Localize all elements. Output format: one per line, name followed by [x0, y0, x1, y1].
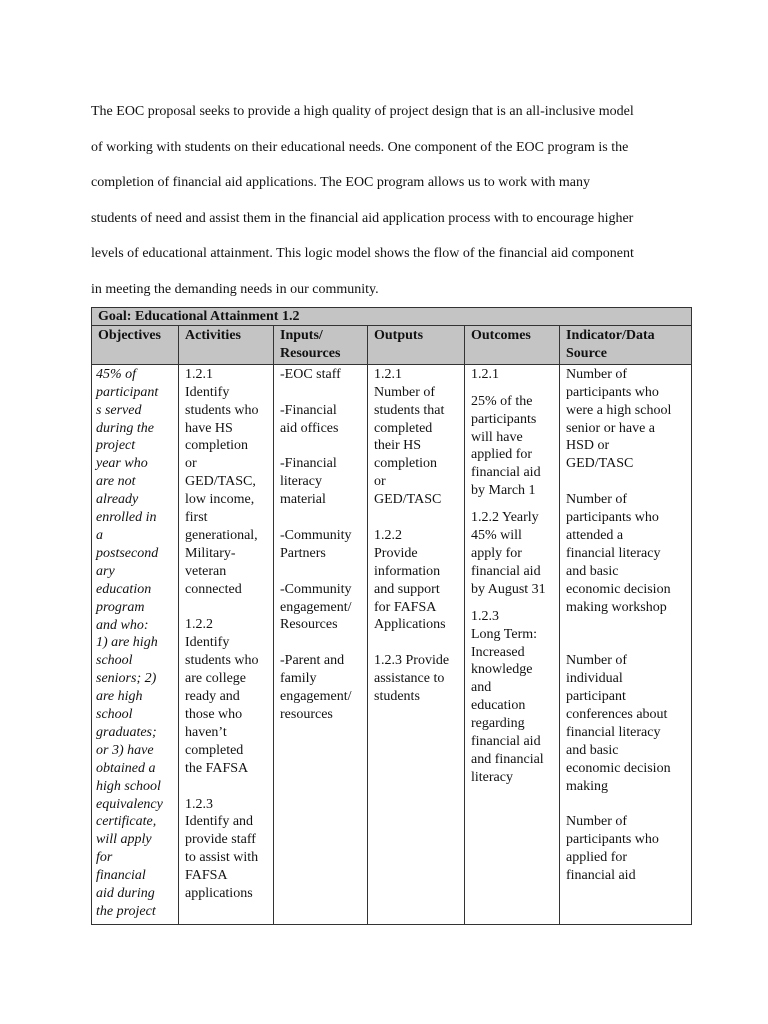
cell-text-group: [471, 366, 553, 384]
logic-model-table: [91, 307, 692, 925]
cell-line: financial aid: [471, 563, 541, 579]
cell-line: 1.2.1: [374, 366, 402, 382]
cell-line: 1.2.3 Provide: [374, 653, 450, 669]
cell-line: making: [566, 778, 608, 794]
cell-line: 1.2.3: [185, 796, 213, 812]
cell-line: or: [374, 474, 386, 490]
inputs-cell: [274, 364, 368, 924]
cell-line: were a high school: [566, 402, 672, 418]
cell-line: students that: [374, 402, 445, 418]
outcomes-cell: [465, 364, 560, 924]
cell-line: program: [96, 599, 145, 615]
cell-line: first: [185, 510, 208, 526]
cell-line: ready and: [185, 689, 240, 705]
cell-line: knowledge: [471, 662, 533, 678]
cell-line: -Financial: [280, 402, 337, 418]
cell-line: regarding: [471, 716, 525, 732]
cell-text-group: [374, 527, 458, 634]
cell-line: Number of: [566, 366, 628, 382]
cell-line: -Financial: [280, 456, 337, 472]
cell-line: year who: [96, 456, 148, 472]
cell-text-group: [280, 455, 361, 509]
cell-text-group: [374, 366, 458, 509]
cell-line: by August 31: [471, 581, 546, 597]
cell-line: project: [96, 438, 136, 454]
cell-line: completed: [185, 742, 244, 758]
cell-line: completion: [185, 438, 248, 454]
cell-line: certificate,: [96, 814, 157, 830]
cell-line: their HS: [374, 438, 422, 454]
cell-line: students who: [185, 653, 259, 669]
cell-line: financial: [96, 868, 146, 884]
cell-line: and basic: [566, 563, 619, 579]
cell-line: 1.2.1: [471, 366, 499, 382]
cell-line: participant: [566, 689, 626, 705]
cell-line: generational,: [185, 527, 258, 543]
cell-line: completed: [374, 420, 433, 436]
cell-line: Long Term:: [471, 626, 538, 642]
cell-line: will apply: [96, 832, 152, 848]
cell-line: 45% of: [96, 366, 137, 382]
column-header-inputs: [274, 326, 368, 365]
cell-line: are high: [96, 689, 143, 705]
cell-line: financial literacy: [566, 545, 661, 561]
cell-line: conferences about: [566, 706, 668, 722]
cell-text-group: [185, 796, 267, 903]
cell-line: have HS: [185, 420, 233, 436]
cell-text-group: [185, 366, 267, 599]
cell-line: 25% of the: [471, 393, 533, 409]
cell-line: 1.2.2: [374, 527, 402, 543]
cell-line: will have: [471, 429, 523, 445]
column-header-activities: Activities: [179, 326, 274, 365]
cell-line: Identify: [185, 635, 230, 651]
cell-line: financial aid: [566, 868, 636, 884]
cell-text-group: [471, 393, 553, 500]
cell-line: or 3) have: [96, 742, 154, 758]
cell-line: connected: [185, 581, 242, 597]
cell-line: 1) are high: [96, 635, 158, 651]
cell-text-group: [566, 652, 685, 795]
cell-line: applied for: [471, 447, 533, 463]
cell-line: participants who: [566, 510, 659, 526]
cell-line: veteran: [185, 563, 227, 579]
cell-line: Applications: [374, 617, 446, 633]
cell-line: GED/TASC: [566, 456, 634, 472]
intro-paragraph: [91, 94, 681, 307]
cell-line: assistance to: [374, 671, 445, 687]
cell-line: aid offices: [280, 420, 339, 436]
cell-line: -Parent and: [280, 653, 345, 669]
cell-line: Number of: [566, 653, 628, 669]
cell-line: high school: [96, 778, 161, 794]
cell-line: and: [471, 680, 492, 696]
cell-line: Number of: [374, 384, 436, 400]
cell-line: resources: [280, 706, 333, 722]
cell-line: and who:: [96, 617, 149, 633]
cell-line: and support: [374, 581, 440, 597]
cell-line: -Community: [280, 581, 352, 597]
cell-line: are college: [185, 671, 247, 687]
outputs-cell: [368, 364, 465, 924]
cell-line: the project: [96, 904, 156, 919]
cell-line: financial literacy: [566, 724, 661, 740]
column-header-outputs: Outputs: [368, 326, 465, 365]
cell-line: material: [280, 492, 326, 508]
intro-line: levels of educational attainment. This logic model shows the flow of the financial aid component: [91, 246, 634, 261]
cell-line: seniors; 2): [96, 671, 157, 687]
cell-line: literacy: [471, 769, 513, 785]
cell-line: 1.2.1: [185, 366, 213, 382]
cell-line: already: [96, 492, 139, 508]
cell-line: obtained a: [96, 760, 156, 776]
cell-line: provide staff: [185, 832, 256, 848]
cell-line: students: [374, 689, 420, 705]
cell-line: those who: [185, 707, 243, 723]
cell-line: senior or have a: [566, 420, 656, 436]
cell-line: enrolled in: [96, 510, 157, 526]
cell-line: GED/TASC,: [185, 474, 256, 490]
cell-line: Resources: [280, 617, 338, 633]
cell-line: s served: [96, 402, 142, 418]
header-line: Resources: [280, 345, 341, 361]
intro-line: of working with students on their educational needs. One component of the EOC program is the: [91, 139, 629, 155]
cell-line: applied for: [566, 850, 628, 866]
column-header-objectives: Objectives: [92, 326, 179, 365]
cell-line: ary: [96, 563, 115, 579]
cell-line: GED/TASC: [374, 492, 442, 508]
cell-line: economic decision: [566, 760, 671, 776]
cell-line: for: [96, 850, 113, 866]
cell-line: individual: [566, 671, 623, 687]
cell-line: by March 1: [471, 483, 536, 499]
cell-line: equivalency: [96, 796, 163, 812]
cell-line: making workshop: [566, 599, 667, 615]
cell-line: 45% will: [471, 528, 522, 544]
cell-line: Number of: [566, 492, 628, 508]
cell-line: aid during: [96, 886, 155, 902]
cell-line: FAFSA: [185, 868, 228, 884]
cell-text-group: [566, 813, 685, 885]
intro-line: in meeting the demanding needs in our community.: [91, 281, 379, 297]
indicator-cell: [560, 364, 692, 924]
cell-line: completion: [374, 456, 437, 472]
intro-line: completion of financial aid applications. The EOC program allows us to work with many: [91, 175, 590, 190]
cell-line: literacy: [280, 474, 322, 490]
cell-line: during the: [96, 420, 154, 436]
intro-line: students of need and assist them in the financial aid application process with to encourage higher: [91, 210, 634, 226]
activities-cell: [179, 364, 274, 924]
cell-line: postsecond: [96, 545, 159, 561]
cell-line: -Community: [280, 527, 352, 543]
cell-line: Provide: [374, 545, 418, 561]
header-line: Source: [566, 345, 607, 361]
cell-line: family: [280, 671, 317, 687]
cell-line: a: [96, 527, 103, 543]
cell-text-group: [280, 581, 361, 635]
cell-line: information: [374, 563, 441, 579]
cell-line: for FAFSA: [374, 599, 437, 615]
cell-line: to assist with: [185, 850, 259, 866]
header-line: Indicator/Data: [566, 328, 655, 343]
cell-text-group: [471, 608, 553, 787]
objectives-cell: [92, 364, 179, 924]
cell-line: engagement/: [280, 689, 352, 705]
cell-line: financial aid: [471, 734, 541, 750]
cell-line: graduates;: [96, 724, 157, 740]
cell-line: Partners: [280, 545, 326, 561]
column-header-indicator: [560, 326, 692, 365]
cell-text-group: [566, 366, 685, 473]
cell-line: Number of: [566, 814, 628, 830]
cell-line: low income,: [185, 492, 255, 508]
cell-line: and financial: [471, 751, 544, 767]
cell-line: education: [96, 581, 152, 597]
column-header-outcomes: Outcomes: [465, 326, 560, 365]
goal-header: Goal: Educational Attainment 1.2: [92, 308, 692, 326]
cell-line: students who: [185, 402, 259, 418]
cell-line: school: [96, 653, 133, 669]
cell-line: haven’t: [185, 724, 227, 740]
cell-line: apply for: [471, 545, 522, 561]
cell-line: participants who: [566, 832, 659, 848]
cell-text-group: [374, 652, 458, 706]
cell-line: economic decision: [566, 581, 671, 597]
cell-text-group: [96, 366, 176, 921]
cell-text-group: [471, 509, 553, 599]
header-line: Inputs/: [280, 328, 323, 343]
cell-text-group: [280, 402, 361, 438]
cell-line: participant: [96, 384, 159, 400]
cell-line: applications: [185, 886, 253, 902]
cell-line: financial aid: [471, 465, 541, 481]
cell-line: or: [185, 456, 197, 472]
cell-line: Military-: [185, 545, 236, 561]
cell-line: Increased: [471, 644, 525, 660]
cell-line: are not: [96, 474, 136, 490]
cell-line: 1.2.2 Yearly: [471, 510, 539, 526]
cell-line: education: [471, 698, 526, 714]
cell-line: participants: [471, 411, 537, 427]
cell-text-group: [280, 652, 361, 724]
cell-line: 1.2.3: [471, 608, 499, 624]
cell-line: participants who: [566, 384, 659, 400]
cell-line: -EOC staff: [280, 366, 341, 382]
intro-line: The EOC proposal seeks to provide a high quality of project design that is an all-inclusive model: [91, 104, 634, 119]
cell-text-group: [566, 491, 685, 616]
cell-text-group: [185, 616, 267, 777]
cell-line: and basic: [566, 742, 619, 758]
cell-line: school: [96, 707, 133, 723]
cell-line: engagement/: [280, 599, 352, 615]
cell-line: attended a: [566, 527, 624, 543]
cell-line: 1.2.2: [185, 617, 213, 633]
cell-line: Identify and: [185, 814, 254, 830]
cell-line: the FAFSA: [185, 760, 249, 776]
cell-line: HSD or: [566, 438, 610, 454]
cell-line: Identify: [185, 384, 230, 400]
cell-text-group: [280, 366, 361, 384]
cell-text-group: [280, 527, 361, 563]
